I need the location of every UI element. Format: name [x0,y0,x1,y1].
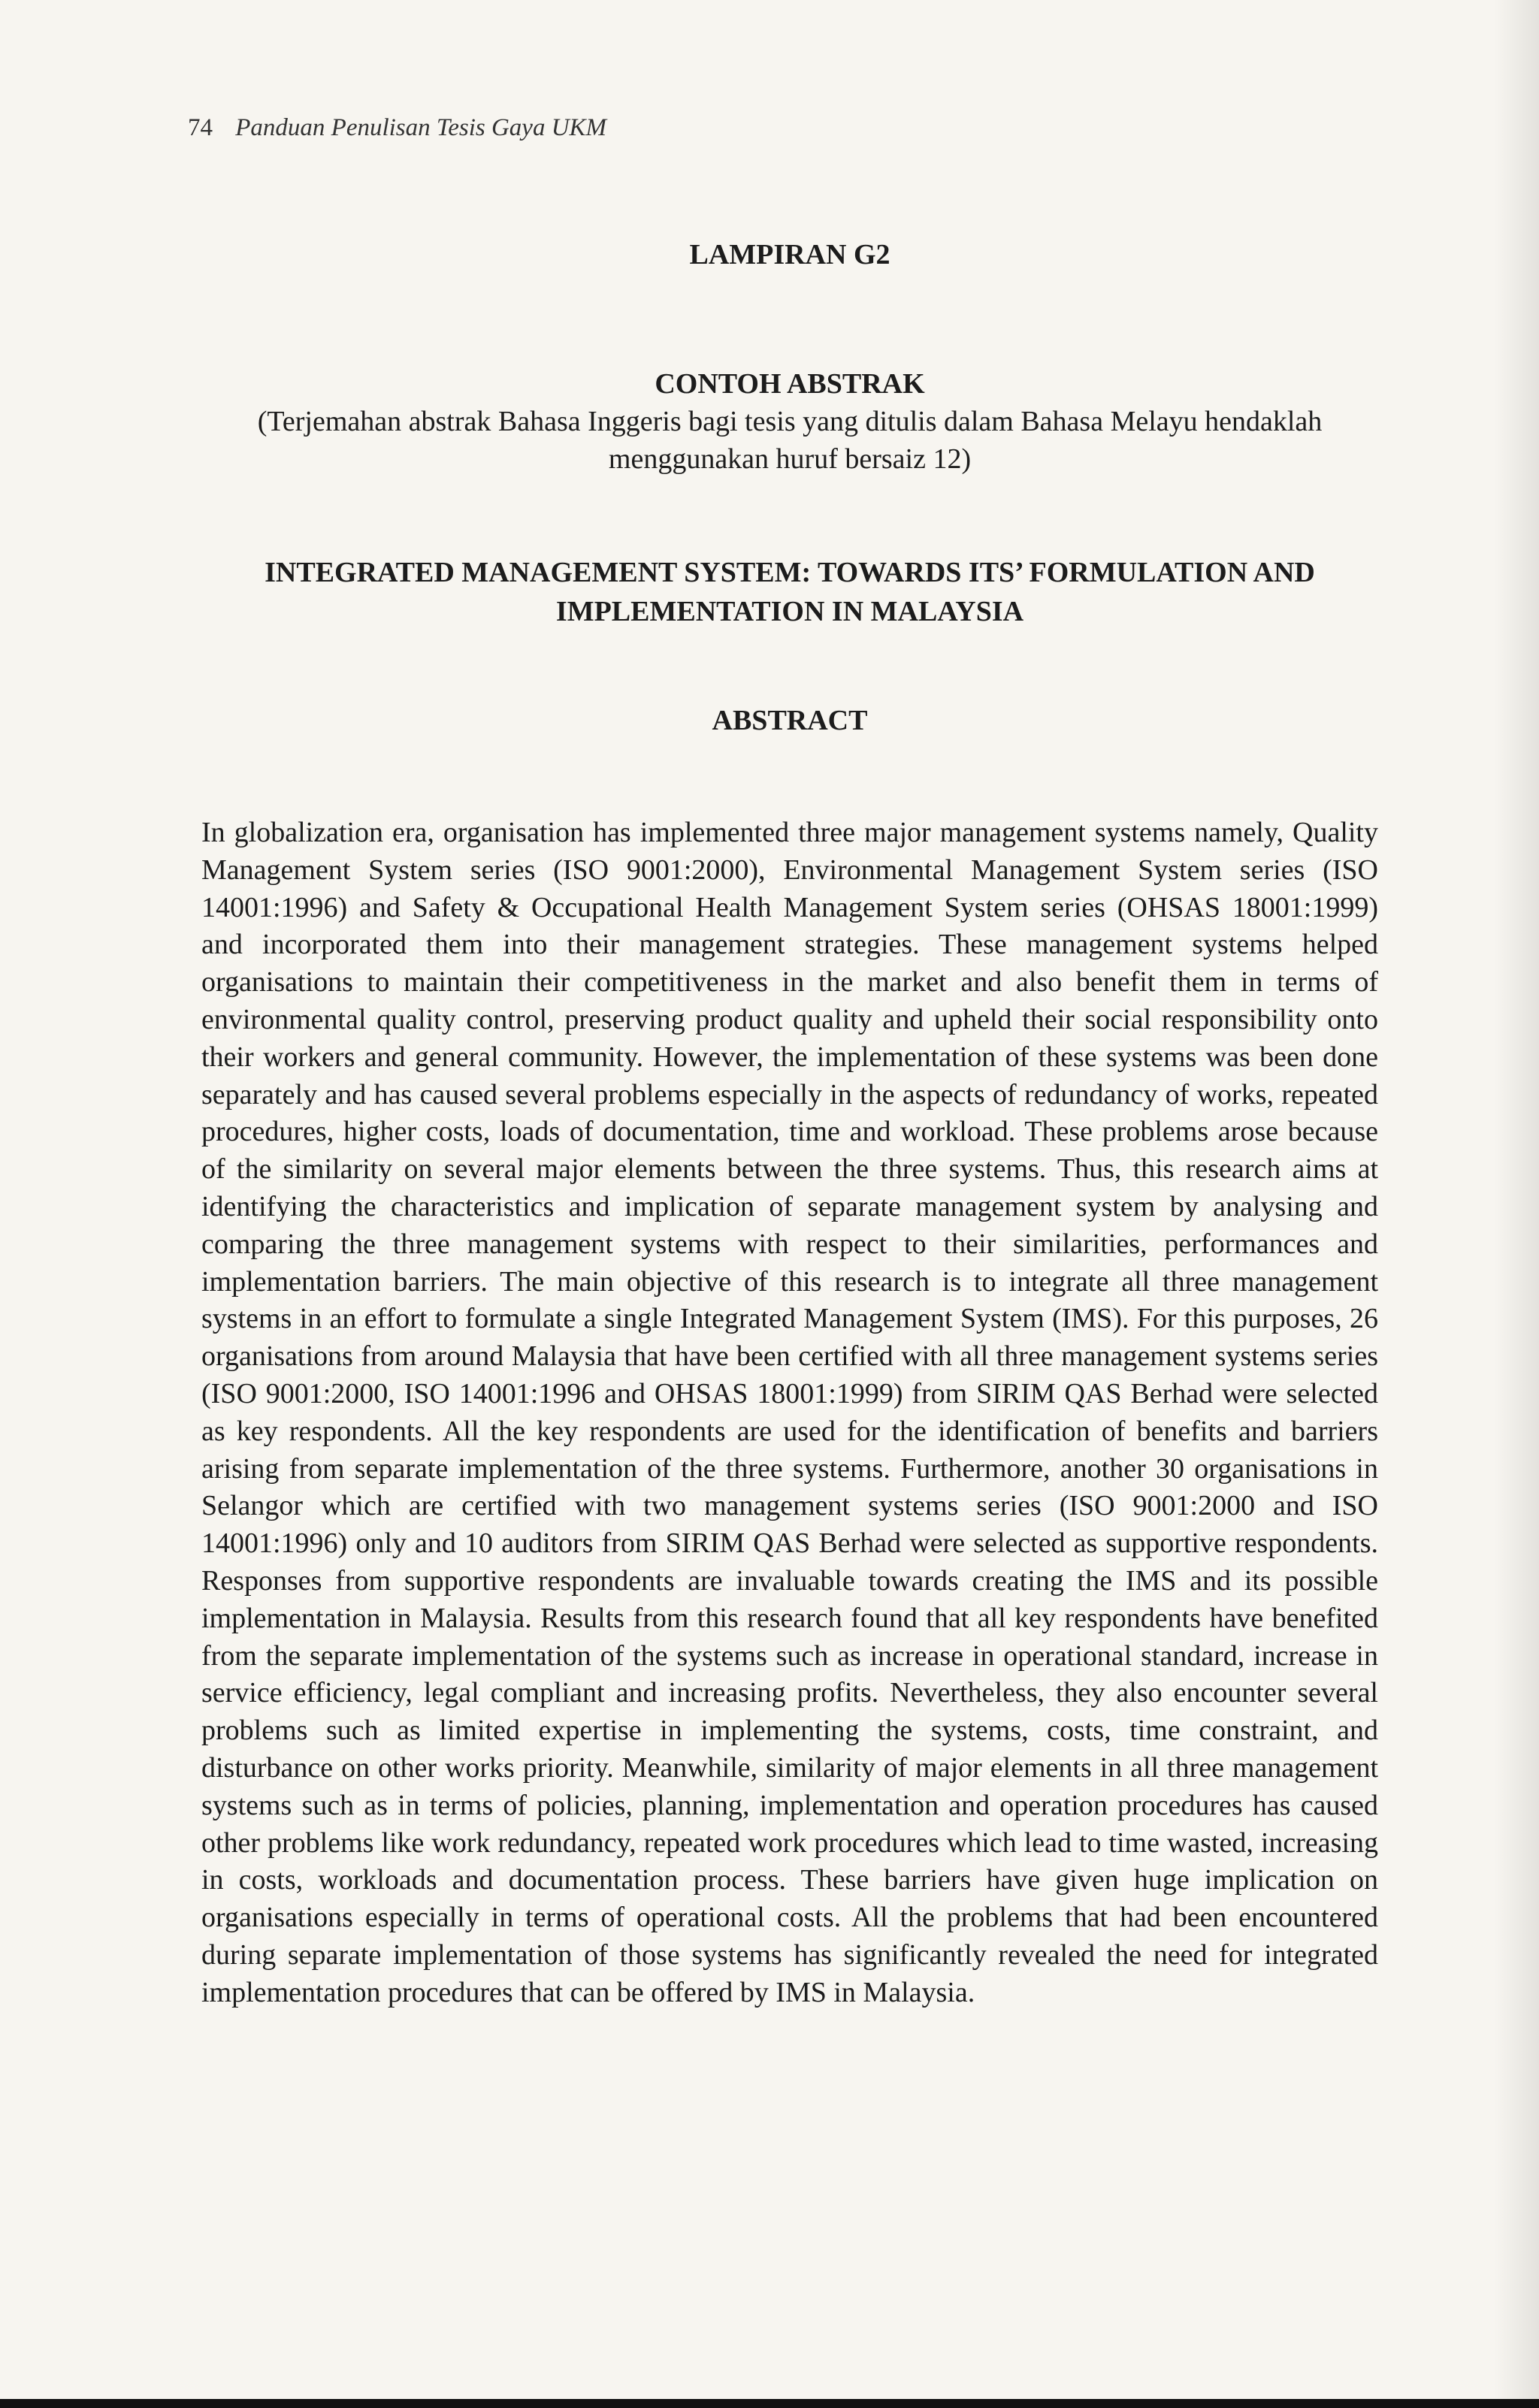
instruction-note: (Terjemahan abstrak Bahasa Inggeris bagi tesis yang ditulis dalam Bahasa Melayu hendaklah menggunakan huruf bersaiz 12) [257,406,1323,475]
running-header [188,113,606,143]
abstract-heading: ABSTRACT [712,705,868,736]
thesis-title: INTEGRATED MANAGEMENT SYSTEM: TOWARDS ITS’ FORMULATION AND IMPLEMENTATION IN MALAYSIA [265,557,1315,627]
abstract-body: In globalization era, organisation has implemented three major management systems namely, Quality Management System series (ISO 9001:2000), Environmental Management System series (ISO 14001:1996) and Safety & Occupational Health Management System series (OHSAS 18001:1999) and incorporated them into their management strategies. These management systems helped organisations to maintain their competitiveness in the market and also benefit them in terms of environmental quality control, preserving product quality and upheld their social responsibility onto their workers and general community. However, the implementation of these systems was been done separately and has caused several problems especially in the aspects of redundancy of works, repeated procedures, higher costs, loads of documentation, time and workload. These problems arose because of the similarity on several major elements between the three systems. Thus, this research aims at identifying the characteristics and implication of separate management system by analysing and comparing the three management systems with respect to their similarities, performances and implementation barriers. The main objective of this research is to integrate all three management systems in an effort to formulate a single Integrated Management System (IMS). For this purposes, 26 organisations from around Malaysia that have been certified with all three management systems series (ISO 9001:2000, ISO 14001:1996 and OHSAS 18001:1999) from SIRIM QAS Berhad were selected as key respondents. All the key respondents are used for the identification of benefits and barriers arising from separate implementation of the three systems. Furthermore, another 30 organisations in Selangor which are certified with two management systems series (ISO 9001:2000 and ISO 14001:1996) only and 10 auditors from SIRIM QAS Berhad were selected as supportive respondents. Responses from supportive respondents are invaluable towards creating the IMS and its possible implementation in Malaysia. Results from this research found that all key respondents have benefited from the separate implementation of the systems such as increase in operational standard, increase in service efficiency, legal compliant and increasing profits. Nevertheless, they also encounter several problems such as limited expertise in implementing the systems, costs, time constraint, and disturbance on other works priority. Meanwhile, similarity of major elements in all three management systems such as in terms of policies, planning, implementation and operation procedures has caused other problems like work redundancy, repeated work procedures which lead to time wasted, increasing in costs, workloads and documentation process. These barriers have given huge implication on organisations especially in terms of operational costs. All the problems that had been encountered during separate implementation of those systems has significantly revealed the need for integrated implementation procedures that can be offered by IMS in Malaysia. [201,817,1378,2008]
scan-bottom-edge [0,2399,1539,2408]
appendix-label: LAMPIRAN G2 [689,239,890,270]
section-heading: CONTOH ABSTRAK [655,368,925,400]
page-number: 74 [188,114,213,141]
page-edge-shadow [1494,0,1539,2408]
book-title: Panduan Penulisan Tesis Gaya UKM [235,114,607,141]
